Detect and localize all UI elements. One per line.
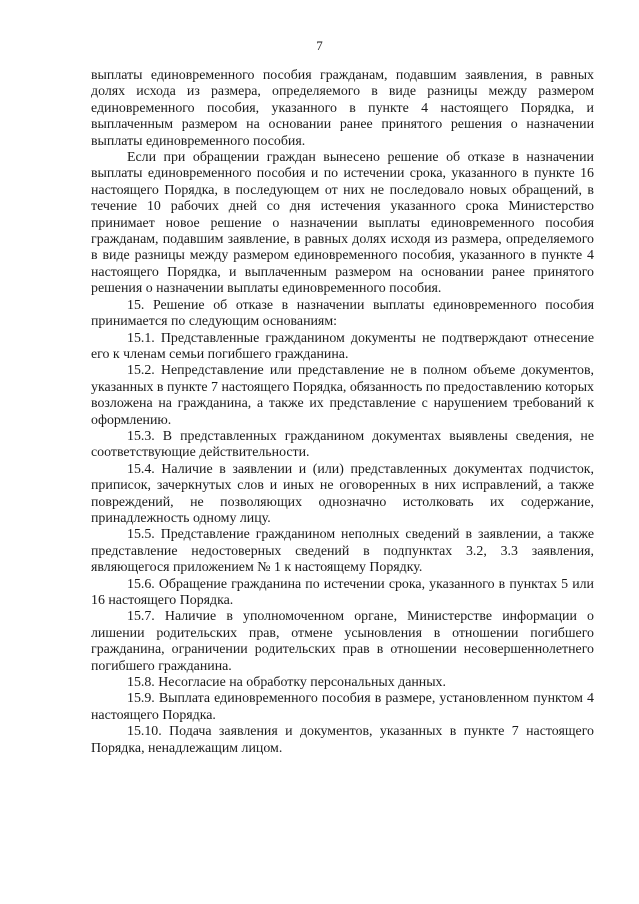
paragraph-15-10: 15.10. Подача заявления и документов, указанных в пункте 7 настоящего Порядка, ненадлежащим лицом. (91, 724, 594, 756)
paragraph-15-7: 15.7. Наличие в уполномоченном органе, Министерстве информации о лишении родительских прав, отмене усыновления в отношении погибшего гражданина, ограничении родительских прав в отношении несовершеннолетнего погибшего гражданина. (91, 609, 594, 674)
paragraph-15-5: 15.5. Представление гражданином неполных сведений в заявлении, а также представление недостоверных сведений в подпунктах 3.2, 3.3 заявления, являющегося приложением № 1 к настоящему Порядку. (91, 527, 594, 576)
paragraph-15-2: 15.2. Непредставление или представление не в полном объеме документов, указанных в пункте 7 настоящего Порядка, обязанность по предоставлению которых возложена на гражданина, а также их представление с нарушением требований к оформлению. (91, 363, 594, 428)
paragraph-15-3: 15.3. В представленных гражданином документах выявлены сведения, не соответствующие действительности. (91, 428, 594, 461)
document-body (91, 68, 594, 757)
paragraph-15-1: 15.1. Представленные гражданином документы не подтверждают отнесение его к членам семьи погибшего гражданина. (91, 330, 594, 362)
paragraph-15-4: 15.4. Наличие в заявлении и (или) представленных документах подчисток, приписок, зачеркнутых слов и иных не оговоренных в них исправлений, а также повреждений, не позволяющих однозначно истолковать их содержание, принадлежность одному лицу. (91, 461, 594, 526)
paragraph-15-9: 15.9. Выплата единовременного пособия в размере, установленном пунктом 4 настоящего Порядка. (91, 691, 594, 723)
paragraph-refusal-new-decision: Если при обращении граждан вынесено решение об отказе в назначении выплаты единовременного пособия и по истечении срока, указанного в пункте 16 настоящего Порядка, в последующем от них не последовало новых обращений, в течение 10 рабочих дней со дня истечения указанного срока Министерство принимает новое решение о назначении выплаты единовременного пособия гражданам, подавшим заявление, в равных долях исходя из размера, определяемого в виде разницы между размером единовременного пособия, указанного в пункте 4 настоящего Порядка, и выплаченным размером на основании ранее принятого решения о назначении выплаты единовременного пособия. (91, 150, 594, 297)
paragraph-15-refusal-grounds: 15. Решение об отказе в назначении выплаты единовременного пособия принимается по следующим основаниям: (91, 297, 594, 330)
paragraph-15-8: 15.8. Несогласие на обработку персональных данных. (127, 675, 446, 691)
page-number: 7 (316, 38, 323, 53)
paragraph-continued-payment-distribution: выплаты единовременного пособия гражданам, подавшим заявления, в равных долях исхода из размера, определяемого в виде разницы между размером единовременного пособия, указанного в пункте 4 настоящего Порядка, и выплаченным размером на основании ранее принятого решения о назначении выплаты единовременного пособия. (91, 68, 594, 149)
paragraph-15-6: 15.6. Обращение гражданина по истечении срока, указанного в пунктах 5 или 16 настоящего Порядка. (91, 576, 594, 608)
